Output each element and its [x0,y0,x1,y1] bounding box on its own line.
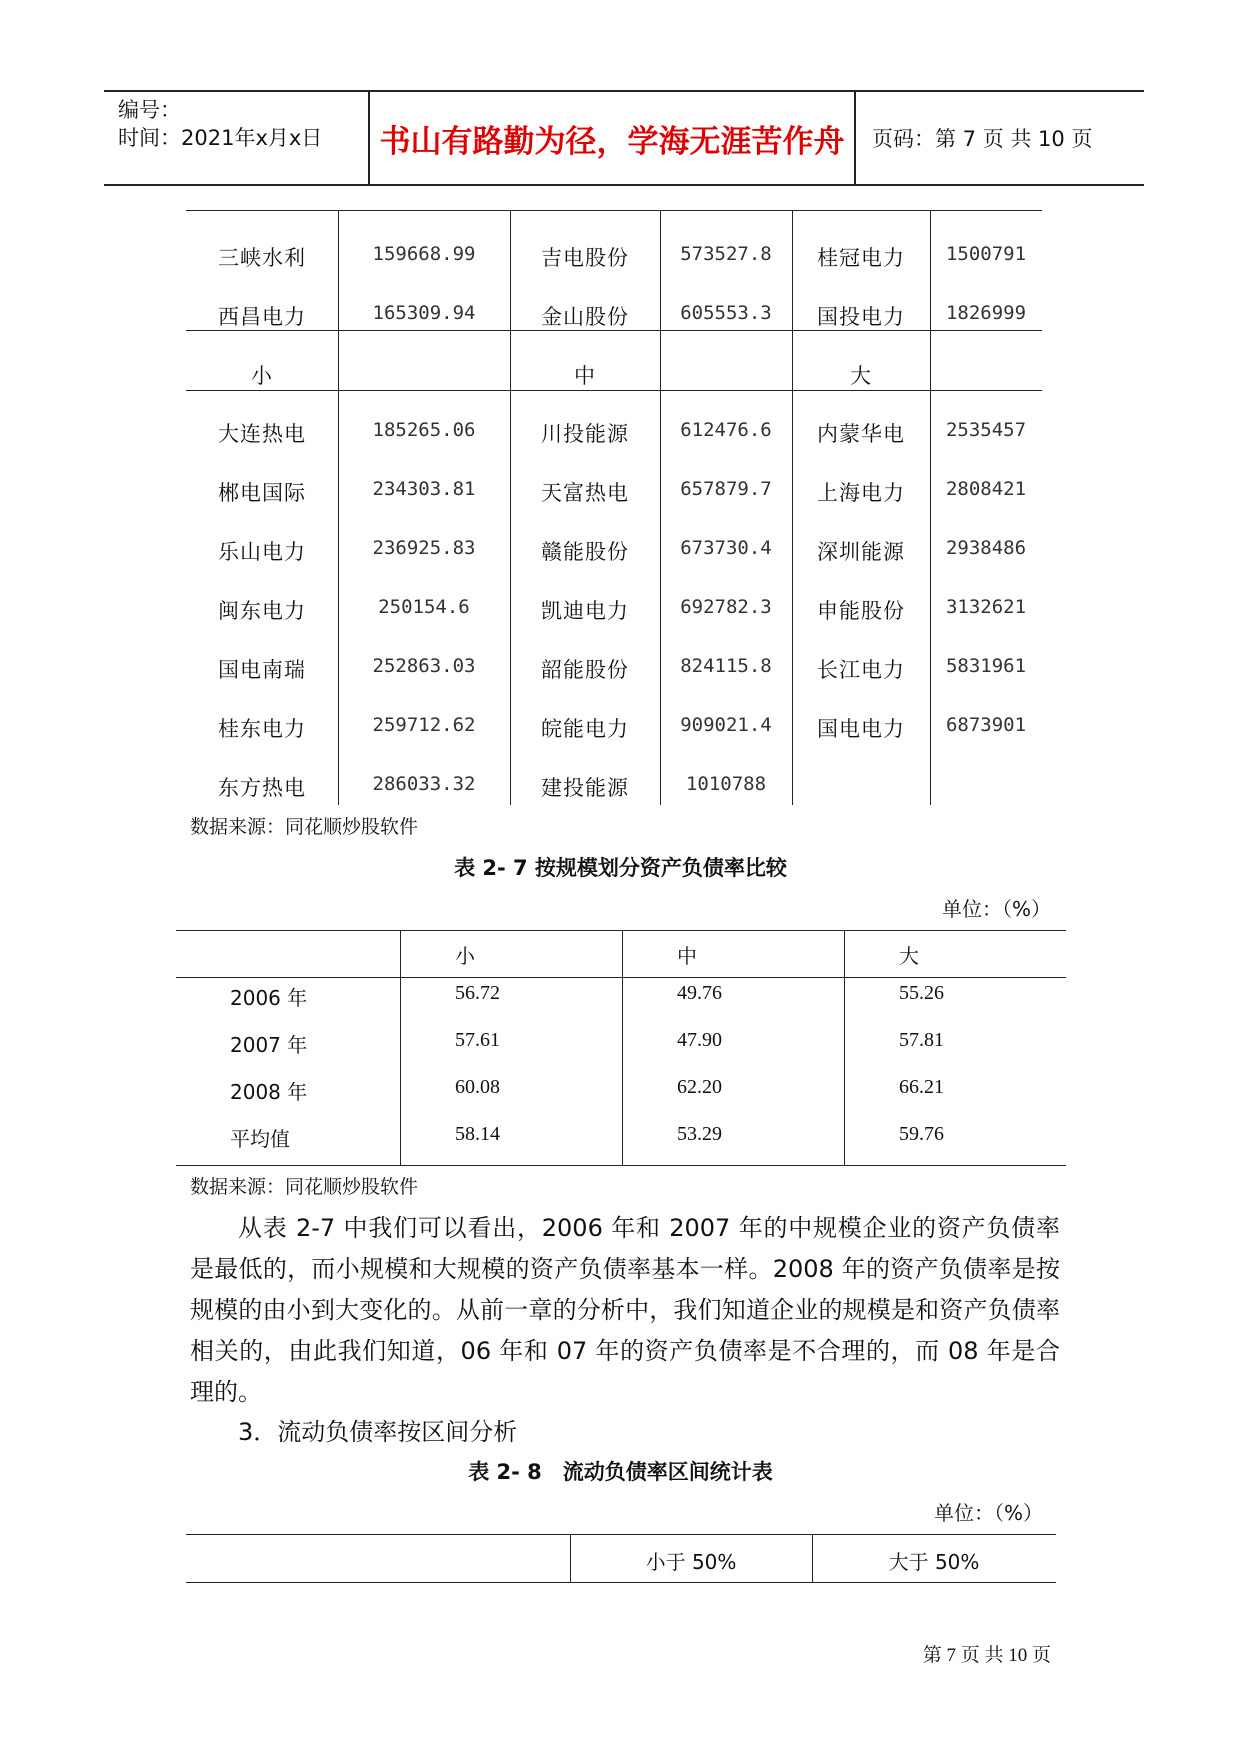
group-header-small: 小 [251,364,273,388]
table-cell: 236925.83 [372,537,476,559]
group-header-large: 大 [850,364,872,388]
table-cell: 西昌电力 [218,305,306,329]
header-meta [118,96,322,152]
table-cell: 大连热电 [218,422,306,446]
table-cell: 郴电国际 [218,481,306,505]
table-cell: 川投能源 [541,422,629,446]
table-rule [186,390,1042,391]
table-cell: 桂东电力 [218,717,306,741]
table-cell: 49.76 [677,982,722,1004]
column-header-large: 大 [899,946,919,968]
table-cell: 909021.4 [680,714,772,736]
table-cell: 凯迪电力 [541,599,629,623]
table-cell: 申能股份 [817,599,905,623]
header-motto: 书山有路勤为径，学海无涯苦作舟 [379,123,845,160]
table-cell: 234303.81 [372,478,476,500]
table-cell: 上海电力 [817,481,905,505]
column-header-small: 小 [455,946,475,968]
number-label: 编号： [118,98,181,122]
table-cell: 2938486 [945,537,1027,559]
table-cell: 国电电力 [817,717,905,741]
table2-unit: 单位：（%） [941,897,1051,921]
table-cell: 573527.8 [680,243,772,265]
column-header-medium: 中 [677,946,697,968]
table-rule [186,1534,1056,1535]
table-cell: 1500791 [945,243,1027,265]
table-cell: 60.08 [455,1076,500,1098]
table-cell: 59.76 [899,1123,944,1145]
table-cell: 692782.3 [680,596,772,618]
table-cell: 1010788 [685,773,767,795]
table2-caption: 表 2- 7 按规模划分资产负债率比较 [454,856,787,880]
table-cell: 2535457 [945,419,1027,441]
table-cell: 内蒙华电 [817,422,905,446]
table-cell: 159668.99 [372,243,476,265]
table-cell: 东方热电 [218,776,306,800]
table-cell: 韶能股份 [541,658,629,682]
table-cell: 三峡水利 [218,246,306,270]
table-cell: 6873901 [945,714,1027,736]
table-cell: 47.90 [677,1029,722,1051]
table-cell: 66.21 [899,1076,944,1098]
table-cell: 62.20 [677,1076,722,1098]
table-cell: 赣能股份 [541,540,629,564]
page-header [104,90,1144,186]
row-label: 平均值 [230,1127,290,1151]
table3-unit: 单位：（%） [933,1501,1043,1525]
table-cell: 57.81 [899,1029,944,1051]
table-cell: 金山股份 [541,305,629,329]
group-header-medium: 中 [574,364,596,388]
header-page-label: 页码：第 7 页 共 10 页 [872,127,1093,151]
table-cell: 657879.7 [680,478,772,500]
table-cell: 乐山电力 [218,540,306,564]
page-footer: 第 7 页 共 10 页 [922,1645,1051,1666]
table-cell: 桂冠电力 [817,246,905,270]
table-cell: 250154.6 [378,596,470,618]
row-label: 2006 年 [230,986,308,1010]
table-cell: 长江电力 [817,658,905,682]
table-rule [622,930,623,1165]
table-cell: 824115.8 [680,655,772,677]
table-rule [176,977,1066,978]
analysis-paragraph: 从表 2-7 中我们可以看出，2006 年和 2007 年的中规模企业的资产负债率是最低的，而小规模和大规模的资产负债率基本一样。2008 年的资产负债率是按规模的由小到大变化的。从前一章的分析中，我们知道企业的规模是和资产负债率相关的，由此我们知道，06 年和 07 年的资产负债率是不合理的，而 08 年是合理的。 [190,1214,1060,1406]
table-rule [186,210,1042,211]
table-cell: 国投电力 [817,305,905,329]
table-cell: 56.72 [455,982,500,1004]
table-rule [176,930,1066,931]
table3-caption: 表 2- 8 流动负债率区间统计表 [468,1460,773,1484]
table-cell: 252863.03 [372,655,476,677]
table-cell: 深圳能源 [817,540,905,564]
table-rule [176,1165,1066,1166]
column-header-above-50: 大于 50% [888,1550,980,1574]
column-header-below-50: 小于 50% [645,1550,737,1574]
table-cell: 612476.6 [680,419,772,441]
table-rule [400,930,401,1165]
table2-source: 数据来源：同花顺炒股软件 [190,1176,419,1198]
table-cell: 2808421 [945,478,1027,500]
section-heading: 3．流动负债率按区间分析 [238,1418,518,1446]
header-divider [854,92,856,184]
table-cell: 建投能源 [541,776,629,800]
table-cell: 吉电股份 [541,246,629,270]
row-label: 2008 年 [230,1080,308,1104]
table-cell: 58.14 [455,1123,500,1145]
row-label: 2007 年 [230,1033,308,1057]
table-cell: 55.26 [899,982,944,1004]
table-cell: 286033.32 [372,773,476,795]
table-rule [844,930,845,1165]
table-cell: 天富热电 [541,481,629,505]
table-cell: 185265.06 [372,419,476,441]
table-cell: 国电南瑞 [218,658,306,682]
table-cell: 1826999 [945,302,1027,324]
time-label: 时间：2021年x月x日 [118,126,323,150]
table-rule [186,1582,1056,1583]
table1-source: 数据来源：同花顺炒股软件 [190,816,419,838]
table-cell: 5831961 [945,655,1027,677]
table-cell: 闽东电力 [218,599,306,623]
table-cell: 165309.94 [372,302,476,324]
table-cell: 259712.62 [372,714,476,736]
table-cell: 673730.4 [680,537,772,559]
table-cell: 57.61 [455,1029,500,1051]
table-cell: 605553.3 [680,302,772,324]
table-cell: 53.29 [677,1123,722,1145]
table-cell: 3132621 [945,596,1027,618]
table-cell: 皖能电力 [541,717,629,741]
